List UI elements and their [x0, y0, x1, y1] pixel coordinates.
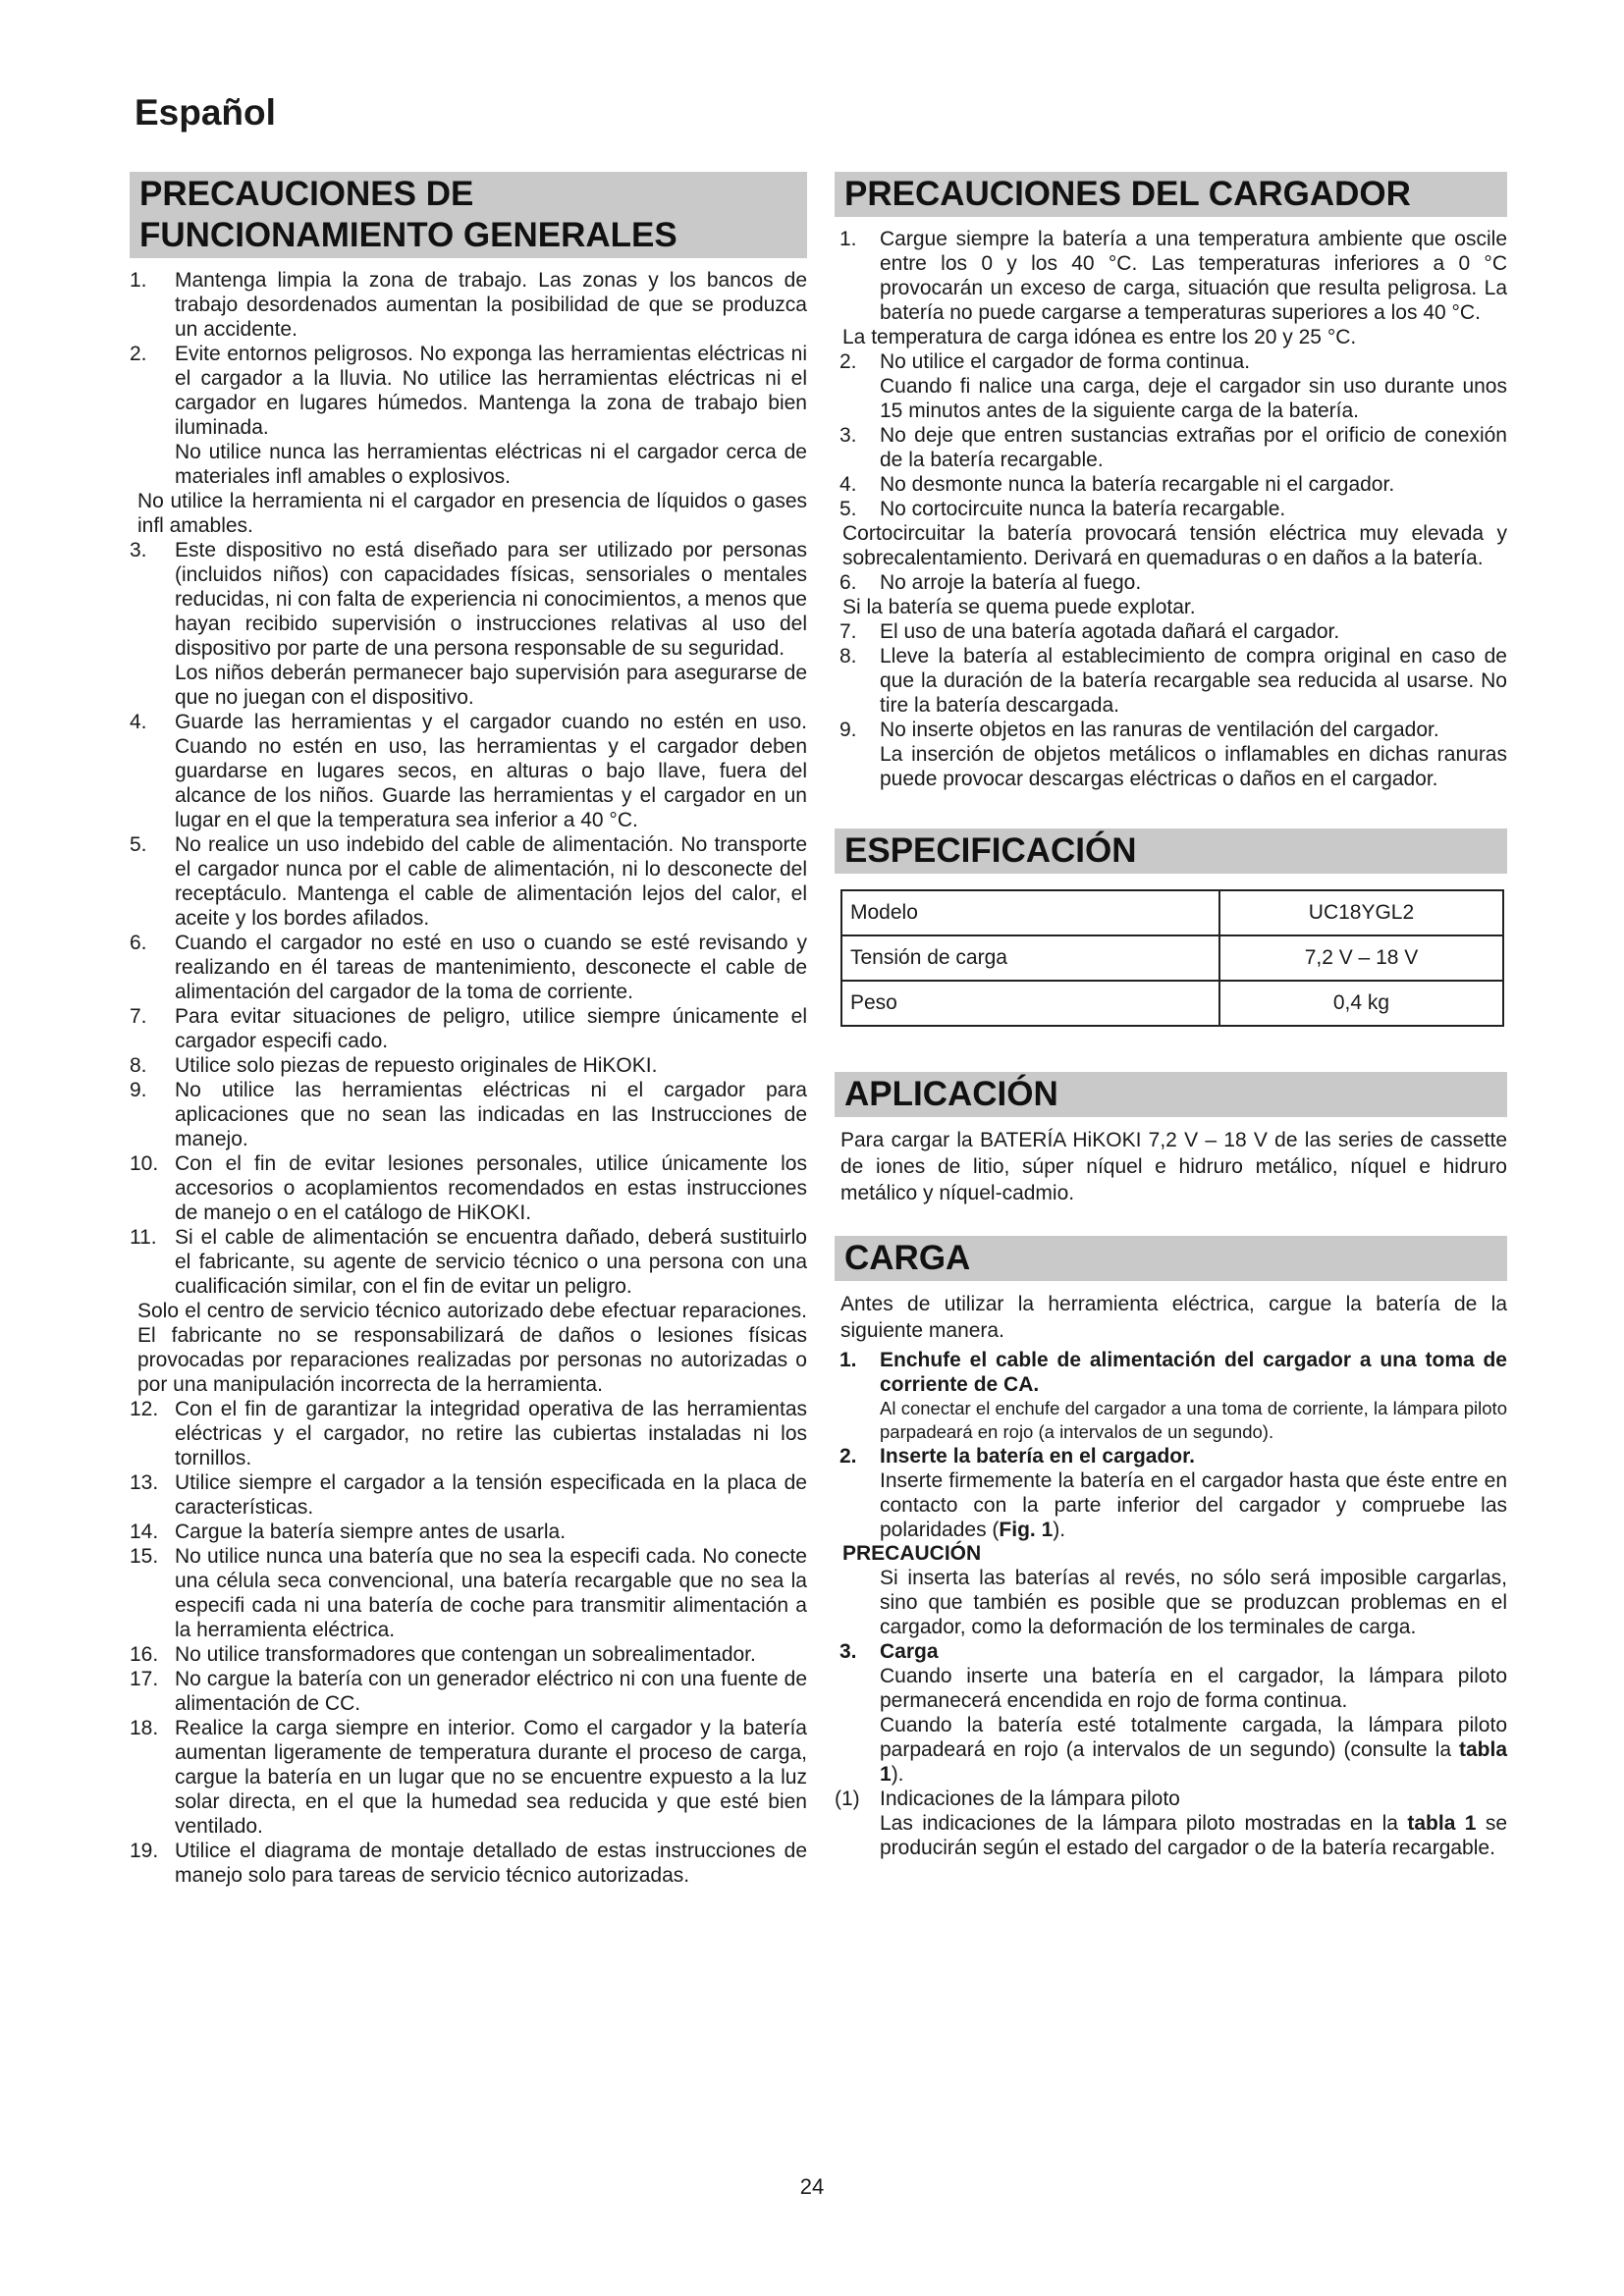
table-row — [841, 935, 1503, 981]
step-text-part: Cuando la batería esté totalmente cargada, la lámpara piloto parpadeará en rojo (a intervalos de un segundo) (consulte la — [880, 1714, 1507, 1761]
page-number: 24 — [799, 2174, 825, 2199]
step-text-end: ). — [891, 1763, 904, 1786]
general-precautions-heading — [130, 172, 807, 258]
charge-heading: CARGA — [835, 1236, 1507, 1281]
sub-text-part: Las indicaciones de la lámpara piloto mostradas en la — [880, 1812, 1408, 1835]
item-text: El uso de una batería agotada dañará el cargador. — [880, 620, 1340, 643]
table-row — [841, 890, 1503, 935]
item-text: Utilice solo piezas de repuesto originales de HiKOKI. — [175, 1054, 658, 1077]
specification-heading: ESPECIFICACIÓN — [835, 828, 1507, 874]
item-note: La temperatura de carga idónea es entre los 20 y 25 °C. — [842, 326, 1357, 348]
item-number: 3. — [130, 539, 147, 561]
step-number: 3. — [839, 1640, 857, 1663]
item-number: 12. — [130, 1398, 159, 1420]
item-number: 19. — [130, 1840, 159, 1862]
charge-step-2 — [835, 1444, 1507, 1542]
item-number: 17. — [130, 1668, 159, 1690]
right-column — [835, 172, 1507, 1860]
spec-value: UC18YGL2 — [1219, 890, 1503, 935]
item-number: 7. — [839, 620, 857, 643]
list-item — [835, 472, 1507, 497]
item-extra: La inserción de objetos metálicos o inflamables en dichas ranuras puede provocar descargas eléctricas o daños en el cargador. — [880, 743, 1507, 790]
list-item — [835, 718, 1507, 791]
general-precautions-list — [130, 268, 807, 1888]
item-number: 9. — [839, 719, 857, 741]
item-text: Cargue siempre la batería a una temperatura ambiente que oscile entre los 0 y los 40 °C. Las temperaturas inferiores a 0 °C provocarán un exceso de carga, situación que resulta peligrosa. La batería no puede cargarse a temperaturas superiores a los 40 °C. — [880, 228, 1507, 324]
item-number: 15. — [130, 1545, 159, 1568]
list-item — [130, 1544, 807, 1642]
item-text: Mantenga limpia la zona de trabajo. Las zonas y los bancos de trabajo desordenados aumentan la posibilidad de que se produzca un accidente. — [175, 269, 807, 341]
list-item — [835, 644, 1507, 718]
sub-number: (1) — [835, 1788, 860, 1810]
item-note: Cortocircuitar la batería provocará tensión eléctrica muy elevada y sobrecalentamiento. Derivará en quemaduras o en daños a la batería. — [842, 522, 1507, 569]
step-text: Cuando inserte una batería en el cargador, la lámpara piloto permanecerá encendida en rojo de forma continua. — [880, 1665, 1507, 1712]
charge-step-3 — [835, 1639, 1507, 1787]
item-number: 10. — [130, 1152, 159, 1175]
item-number: 13. — [130, 1471, 159, 1494]
item-number: 6. — [130, 932, 147, 954]
list-item — [130, 1642, 807, 1667]
table-reference: tabla 1 — [1407, 1812, 1477, 1835]
item-text: Cuando el cargador no esté en uso o cuando se esté revisando y realizando en él tareas de mantenimiento, desconecte el cable de alimentación del cargador de la toma de corriente. — [175, 932, 807, 1003]
charger-precautions-heading: PRECAUCIONES DEL CARGADOR — [835, 172, 1507, 217]
step-text — [880, 1713, 1507, 1787]
item-number: 3. — [839, 424, 857, 447]
item-text: Si el cable de alimentación se encuentra dañado, deberá sustituirlo el fabricante, su agente de servicio técnico o una persona con una cualificación similar, con el fin de evitar un peligro. — [175, 1226, 807, 1298]
item-text: No deje que entren sustancias extrañas por el orificio de conexión de la batería recargable. — [880, 424, 1507, 471]
step-text-end: ). — [1053, 1519, 1066, 1541]
table-row — [841, 981, 1503, 1026]
item-text: No inserte objetos en las ranuras de ventilación del cargador. — [880, 719, 1439, 741]
charger-precautions-list — [835, 227, 1507, 791]
list-item — [130, 1716, 807, 1839]
list-item — [130, 1151, 807, 1225]
step-text-part: Inserte firmemente la batería en el cargador hasta que éste entre en contacto con la parte inferior del cargador y compruebe las polaridades ( — [880, 1469, 1507, 1541]
list-item — [130, 1520, 807, 1544]
item-text: Con el fin de garantizar la integridad operativa de las herramientas eléctricas y el cargador, no retire las cubiertas instaladas ni los tornillos. — [175, 1398, 807, 1469]
item-text: No cargue la batería con un generador eléctrico ni con una fuente de alimentación de CC. — [175, 1668, 807, 1715]
item-text: Con el fin de evitar lesiones personales, utilice únicamente los accesorios o acoplamientos recomendados en estas instrucciones de manejo o en el catálogo de HiKOKI. — [175, 1152, 807, 1224]
item-text: Utilice siempre el cargador a la tensión especificada en la placa de características. — [175, 1471, 807, 1519]
step-number: 1. — [839, 1349, 857, 1371]
item-number: 1. — [839, 228, 857, 250]
item-text: No utilice el cargador de forma continua. — [880, 350, 1251, 373]
item-text: No desmonte nunca la batería recargable ni el cargador. — [880, 473, 1395, 496]
list-item — [130, 1397, 807, 1470]
item-number: 8. — [839, 645, 857, 667]
step-number: 2. — [839, 1445, 857, 1468]
item-extra: Cuando fi nalice una carga, deje el cargador sin uso durante unos 15 minutos antes de la siguiente carga de la batería. — [880, 375, 1507, 422]
list-item — [130, 342, 807, 489]
item-text: Evite entornos peligrosos. No exponga las herramientas eléctricas ni el cargador a la lluvia. No utilice las herramientas eléctricas ni el cargador en lugares húmedos. Mantenga la zona de trabajo bien iluminada. — [175, 343, 807, 439]
item-note: Solo el centro de servicio técnico autorizado debe efectuar reparaciones. El fabricante no se responsabilizará de daños o lesiones físicas provocadas por reparaciones realizadas por personas no autorizadas o por una manipulación incorrecta de la herramienta. — [137, 1300, 807, 1396]
application-heading: APLICACIÓN — [835, 1072, 1507, 1117]
caution-label: PRECAUCIÓN — [842, 1542, 982, 1565]
item-text: No cortocircuite nunca la batería recargable. — [880, 498, 1286, 520]
item-number: 18. — [130, 1717, 159, 1739]
step-text — [880, 1468, 1507, 1542]
list-item — [130, 1004, 807, 1053]
step-label: Enchufe el cable de alimentación del cargador a una toma de corriente de CA. — [880, 1349, 1507, 1396]
sub-text — [880, 1811, 1507, 1860]
list-item — [130, 710, 807, 832]
item-text: No arroje la batería al fuego. — [880, 571, 1142, 594]
item-note: Si la batería se quema puede explotar. — [842, 596, 1196, 618]
left-column — [130, 172, 807, 1888]
charge-step-1 — [835, 1348, 1507, 1444]
sub-text-end: se producirán según el estado del cargador o de la batería recargable. — [880, 1812, 1507, 1859]
heading-line: PRECAUCIONES DE — [139, 175, 474, 213]
figure-reference: Fig. 1 — [999, 1519, 1054, 1541]
list-item — [835, 570, 1507, 595]
spec-value: 0,4 kg — [1219, 981, 1503, 1026]
item-text: Para evitar situaciones de peligro, utilice siempre únicamente el cargador especifi cado. — [175, 1005, 807, 1052]
item-text: No realice un uso indebido del cable de alimentación. No transporte el cargador nunca por el cable de alimentación, ni lo desconecte del receptáculo. Mantenga el cable de alimentación lejos del calor, el aceite y los bordes afilados. — [175, 833, 807, 930]
list-item — [130, 1225, 807, 1299]
item-number: 16. — [130, 1643, 159, 1666]
item-number: 6. — [839, 571, 857, 594]
spec-value: 7,2 V – 18 V — [1219, 935, 1503, 981]
list-item — [130, 931, 807, 1004]
item-extra: Los niños deberán permanecer bajo supervisión para asegurarse de que no juegan con el dispositivo. — [175, 662, 807, 709]
charge-intro: Antes de utilizar la herramienta eléctrica, cargue la batería de la siguiente manera. — [840, 1293, 1507, 1342]
list-item — [835, 497, 1507, 521]
item-number: 1. — [130, 269, 147, 292]
spec-label: Peso — [841, 981, 1219, 1026]
item-number: 7. — [130, 1005, 147, 1028]
step-label: Inserte la batería en el cargador. — [880, 1445, 1195, 1468]
heading-line: FUNCIONAMIENTO GENERALES — [139, 216, 677, 254]
item-text: Lleve la batería al establecimiento de compra original en caso de que la duración de la batería recargable sea reducida al usarse. No tire la batería descargada. — [880, 645, 1507, 717]
specification-table — [840, 889, 1504, 1027]
list-item — [130, 1667, 807, 1716]
list-item — [130, 538, 807, 710]
sub-label: Indicaciones de la lámpara piloto — [880, 1788, 1180, 1810]
list-item — [835, 423, 1507, 472]
list-item — [130, 1839, 807, 1888]
application-text: Para cargar la BATERÍA HiKOKI 7,2 V – 18 V de las series de cassette de iones de litio, súper níquel e hidruro metálico, níquel e hidruro metálico y níquel-cadmio. — [840, 1129, 1507, 1204]
caution-text: Si inserta las baterías al revés, no sólo será imposible cargarlas, sino que también es posible que se produzcan problemas en el cargador, como la deformación de los terminales de carga. — [880, 1567, 1507, 1638]
list-item — [835, 227, 1507, 325]
list-item — [130, 1470, 807, 1520]
step-text: Al conectar el enchufe del cargador a una toma de corriente, la lámpara piloto parpadeará en rojo (a intervalos de un segundo). — [880, 1398, 1507, 1442]
item-text: No utilice transformadores que contengan un sobrealimentador. — [175, 1643, 756, 1666]
list-item — [130, 268, 807, 342]
item-text: Realice la carga siempre en interior. Como el cargador y la batería aumentan ligeramente de temperatura durante el proceso de carga, cargue la batería en un lugar que no se encuentre expuesto a la luz solar directa, en el que la humedad sea reducida y que esté bien ventilado. — [175, 1717, 807, 1838]
item-text: No utilice nunca una batería que no sea la especifi cada. No conecte una célula seca convencional, una batería recargable que no sea la especifi cada ni una batería de coche para transmitir alimentación a la herramienta eléctrica. — [175, 1545, 807, 1641]
item-number: 5. — [130, 833, 147, 856]
item-number: 4. — [130, 711, 147, 733]
item-number: 4. — [839, 473, 857, 496]
pilot-lamp-subsection — [835, 1787, 1507, 1860]
language-heading: Español — [135, 92, 276, 133]
spec-label: Tensión de carga — [841, 935, 1219, 981]
step-label: Carga — [880, 1640, 939, 1663]
item-number: 8. — [130, 1054, 147, 1077]
spec-label: Modelo — [841, 890, 1219, 935]
item-number: 5. — [839, 498, 857, 520]
item-text: Este dispositivo no está diseñado para ser utilizado por personas (incluidos niños) con capacidades físicas, sensoriales o mentales reducidas, ni con falta de experiencia ni conocimientos, a menos que hayan recibido supervisión o instrucciones relativas al uso del dispositivo por parte de una persona responsable de su seguridad. — [175, 539, 807, 660]
item-number: 9. — [130, 1079, 147, 1101]
table-reference: tabla 1 — [880, 1738, 1507, 1786]
list-item — [130, 1078, 807, 1151]
item-number: 2. — [130, 343, 147, 365]
item-text: Guarde las herramientas y el cargador cuando no estén en uso. Cuando no estén en uso, las herramientas y el cargador deben guardarse en lugares secos, en alturas o bajo llave, fuera del alcance de los niños. Guarde las herramientas y el cargador en un lugar en el que la temperatura sea inferior a 40 °C. — [175, 711, 807, 831]
item-number: 2. — [839, 350, 857, 373]
item-note: No utilice la herramienta ni el cargador en presencia de líquidos o gases infl amables. — [137, 490, 807, 537]
item-text: Utilice el diagrama de montaje detallado de estas instrucciones de manejo solo para tareas de servicio técnico autorizadas. — [175, 1840, 807, 1887]
list-item — [835, 349, 1507, 423]
item-number: 14. — [130, 1521, 159, 1543]
list-item — [130, 832, 807, 931]
list-item — [835, 619, 1507, 644]
item-number: 11. — [130, 1226, 157, 1249]
item-text: No utilice las herramientas eléctricas ni el cargador para aplicaciones que no sean las indicadas en las Instrucciones de manejo. — [175, 1079, 807, 1150]
item-extra: No utilice nunca las herramientas eléctricas ni el cargador cerca de materiales infl amables o explosivos. — [175, 441, 807, 488]
item-text: Cargue la batería siempre antes de usarla. — [175, 1521, 567, 1543]
list-item — [130, 1053, 807, 1078]
